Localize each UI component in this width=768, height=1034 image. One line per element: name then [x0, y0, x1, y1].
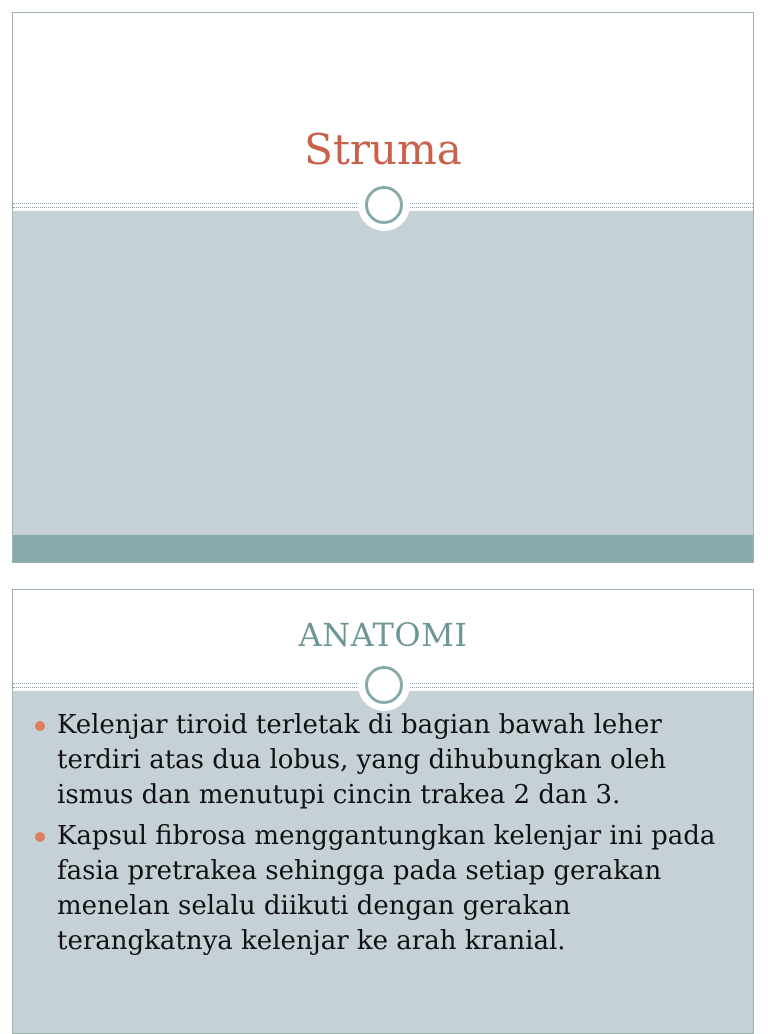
- bullet-dot-icon: [35, 832, 45, 842]
- bullet-item: [35, 708, 733, 813]
- bullet-text: Kelenjar tiroid terletak di bagian bawah leher terdiri atas dua lobus, yang dihubungkan oleh ismus dan menutupi cincin trakea 2 dan 3.: [57, 710, 667, 810]
- slide-2: [12, 589, 754, 1034]
- slide-1-body-panel: [13, 211, 753, 537]
- slide-1-title-area: [13, 13, 753, 206]
- bullet-list: [35, 708, 733, 965]
- bullet-dot-icon: [35, 721, 45, 731]
- slide-2-title: ANATOMI: [298, 616, 468, 654]
- circle-ring-icon: [365, 186, 403, 224]
- slide-1-title: Struma: [304, 125, 462, 174]
- slide-1: [12, 12, 754, 563]
- slide-1-footer-band: [13, 535, 753, 562]
- bullet-item: [35, 819, 733, 959]
- circle-ring-icon: [365, 666, 403, 704]
- bullet-text: Kapsul fibrosa menggantungkan kelenjar ini pada fasia pretrakea sehingga pada setiap gerakan menelan selalu diikuti dengan gerakan terangkatnya kelenjar ke arah kranial.: [57, 821, 716, 956]
